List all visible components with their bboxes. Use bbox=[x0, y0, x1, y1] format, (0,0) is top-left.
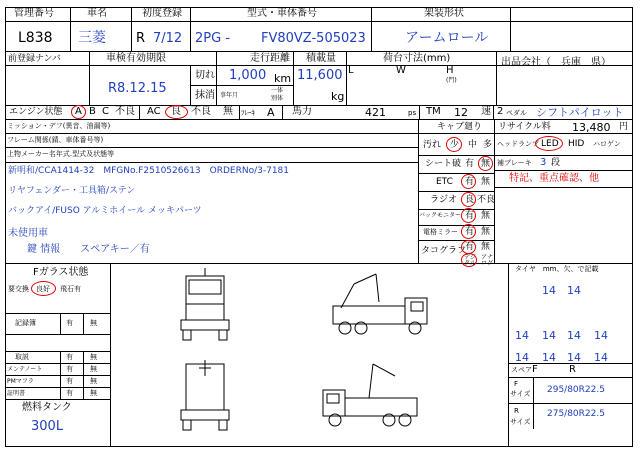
ac-good: 良 bbox=[171, 106, 181, 117]
aux-brake-value: 3 bbox=[540, 157, 547, 168]
radio-circle bbox=[461, 192, 476, 207]
unused-label: 未使用車 bbox=[8, 228, 48, 239]
cert-label: 証明書 bbox=[7, 390, 26, 397]
brake-value: A bbox=[267, 106, 275, 119]
headlamp-label: ヘッドランプ bbox=[497, 140, 539, 148]
seat-yes: 有 bbox=[465, 159, 475, 169]
cert-no: 無 bbox=[90, 389, 97, 397]
etc-no: 無 bbox=[481, 177, 491, 187]
pm-no: 無 bbox=[90, 377, 97, 385]
dirt-low: 少 bbox=[450, 140, 460, 150]
radio-bad: 不良 bbox=[477, 195, 496, 205]
ac-none: 無 bbox=[223, 106, 233, 117]
dirt-circle bbox=[446, 137, 462, 152]
cab-label: キャブ廻り bbox=[437, 122, 483, 132]
fuel-label: 燃料タンク bbox=[22, 402, 72, 413]
tire-rear-1: 14 bbox=[515, 351, 529, 364]
manual-yes: 有 bbox=[66, 353, 73, 361]
inspection-label: 車検有効期限 bbox=[106, 53, 166, 64]
reg-label: 初度登録 bbox=[142, 8, 182, 19]
tire-mid-2: 14 bbox=[542, 329, 556, 342]
engine-grade-circle bbox=[71, 105, 86, 119]
spare-label: スペア bbox=[511, 366, 532, 374]
load-label: 積載量 bbox=[306, 53, 336, 64]
glass-circle bbox=[31, 281, 56, 296]
tacho-circle bbox=[461, 240, 476, 254]
brake-label: ﾌﾚｰｷ bbox=[241, 109, 255, 117]
spare-r: R bbox=[569, 364, 576, 375]
truck-side-view-left bbox=[323, 364, 417, 426]
mileage-label: 走行距離 bbox=[250, 53, 290, 64]
maker-spec-label: 上物メーカー名年式.型式及状態等 bbox=[7, 150, 115, 158]
mgmt-value: L838 bbox=[18, 30, 53, 46]
tire-mid-3: 14 bbox=[567, 329, 581, 342]
dirt-label: 汚れ bbox=[423, 140, 442, 150]
load-value: 11,600 bbox=[297, 68, 343, 83]
reg-value: 7/12 bbox=[153, 31, 183, 46]
tire-front-l: 14 bbox=[542, 284, 556, 297]
maker-value: 三菱 bbox=[78, 30, 106, 46]
prev-plate-label: 前登録ナンバ bbox=[8, 54, 61, 64]
tire-rear-3: 14 bbox=[567, 351, 581, 364]
spec-line-2: リヤフェンダー・工具箱/ステン bbox=[8, 186, 136, 196]
fuel-value: 300L bbox=[31, 419, 64, 434]
dim-w: W bbox=[396, 65, 406, 76]
dirt-high: 多 bbox=[483, 140, 493, 150]
kiri-label: 切れ bbox=[195, 70, 215, 81]
truck-diagram bbox=[111, 264, 507, 446]
maintenance-no: 無 bbox=[90, 365, 97, 373]
pm-yes: 有 bbox=[66, 377, 73, 385]
etc-yes: 有 bbox=[465, 177, 475, 187]
maintenance-label: メンテノート bbox=[7, 366, 43, 373]
betsutai-label: 別体 bbox=[271, 95, 284, 102]
truck-rear-view bbox=[181, 360, 229, 430]
frame-label: フレーム関係(錆、車体番号等) bbox=[7, 136, 104, 144]
load-unit: kg bbox=[331, 90, 345, 103]
dim-h: H bbox=[446, 65, 454, 76]
tire-mid-4: 14 bbox=[594, 329, 608, 342]
headlamp-led: LED bbox=[541, 139, 559, 149]
tm-value: 12 bbox=[454, 106, 468, 119]
pedal-label: ペダル bbox=[506, 109, 527, 117]
engine-label: エンジン状態 bbox=[9, 107, 63, 117]
ac-label: AC bbox=[147, 106, 161, 117]
seat-label: シート破 bbox=[425, 159, 462, 169]
reg-era: R bbox=[136, 31, 146, 46]
tacho-label: タコグラフ bbox=[421, 246, 467, 256]
seat-no: 無 bbox=[481, 159, 491, 169]
aux-brake-label: 補ブレーキ bbox=[497, 159, 532, 167]
tm-label: TM bbox=[426, 106, 441, 117]
backmonitor-no: 無 bbox=[481, 211, 491, 221]
record-yes: 有 bbox=[66, 319, 73, 327]
mirror-label: 電格ミラー bbox=[423, 228, 458, 236]
divider bbox=[5, 51, 633, 52]
mgmt-label: 管理番号 bbox=[14, 8, 54, 19]
inspection-sheet bbox=[5, 7, 633, 447]
r-size-label: サイズ bbox=[510, 418, 531, 426]
glass-replace: 要交換 bbox=[8, 285, 29, 293]
model-value: FV80VZ-505023 bbox=[261, 31, 366, 46]
recycle-unit: 円 bbox=[619, 122, 629, 132]
etc-circle bbox=[461, 174, 476, 189]
backmonitor-label: バックモニター bbox=[419, 212, 462, 219]
hp-label: 馬力 bbox=[292, 106, 312, 117]
glass-chip: 飛石有 bbox=[60, 285, 81, 293]
glass-title: Fガラス状態 bbox=[33, 267, 89, 278]
spare-f: F bbox=[532, 364, 538, 375]
maker-label: 車名 bbox=[87, 8, 107, 19]
model-prefix: 2PG - bbox=[195, 31, 231, 46]
tm-unit: 速 bbox=[481, 106, 491, 117]
massho-note: 事年月 bbox=[220, 92, 239, 99]
tire-front-r: 14 bbox=[567, 284, 581, 297]
etc-label: ETC bbox=[436, 177, 453, 187]
record-no: 無 bbox=[90, 319, 97, 327]
spec-line-1: 新明和/CCA1414-32 MFGNo.F2510526613 ORDERNo/3-7181 bbox=[8, 166, 290, 176]
ittai-label: 一体 bbox=[271, 87, 284, 94]
hp-value: 421 bbox=[365, 106, 386, 119]
ac-bad: 不良 bbox=[191, 106, 211, 117]
model-label: 型式・車体番号 bbox=[247, 8, 317, 19]
body-value: アームロール bbox=[405, 30, 489, 46]
r-label: R bbox=[514, 407, 519, 415]
aux-brake-unit: 段 bbox=[551, 158, 561, 168]
headlamp-halogen: ハロゲン bbox=[593, 140, 621, 148]
engine-bad: 不良 bbox=[115, 106, 135, 117]
tacho-digital: デジ タル bbox=[464, 254, 477, 267]
recycle-label: リサイクル料 bbox=[498, 122, 551, 132]
f-label: F bbox=[514, 380, 519, 388]
truck-front-view bbox=[181, 268, 229, 340]
tire-mid-1: 14 bbox=[515, 329, 529, 342]
mission-label: ミッション・デフ(異音、油漏等) bbox=[7, 122, 111, 130]
shift-label: シフトパイロット bbox=[536, 106, 624, 119]
tire-header: タイヤ mm、欠、で記載 bbox=[515, 265, 599, 273]
f-size-label: サイズ bbox=[510, 390, 531, 398]
massho-label: 抹消 bbox=[195, 90, 215, 101]
mileage-value: 1,000 bbox=[229, 68, 267, 83]
mirror-yes: 有 bbox=[465, 227, 475, 237]
glass-good: 良好 bbox=[36, 285, 50, 293]
seat-circle bbox=[478, 156, 493, 171]
tacho-yes: 有 bbox=[465, 242, 475, 252]
pm-label: PMマフラ bbox=[7, 378, 34, 385]
headlamp-hid: HID bbox=[568, 139, 585, 149]
truck-side-view-right bbox=[333, 274, 427, 334]
mileage-unit: km bbox=[274, 72, 292, 85]
ac-circle bbox=[165, 105, 188, 119]
r-size-value: 275/80R22.5 bbox=[547, 409, 605, 419]
radio-label: ラジオ bbox=[430, 195, 458, 205]
mirror-no: 無 bbox=[481, 227, 491, 237]
inspection-value: R8.12.15 bbox=[108, 81, 167, 96]
pedal-value: 2 bbox=[497, 106, 504, 117]
dims-label: 荷台寸法(mm) bbox=[383, 53, 451, 64]
engine-grade-b: B bbox=[89, 106, 96, 117]
hp-unit: ps bbox=[408, 109, 417, 117]
backmonitor-circle bbox=[461, 208, 476, 223]
dim-l: L bbox=[348, 65, 354, 76]
cert-yes: 有 bbox=[66, 389, 73, 397]
record-label: 記録簿 bbox=[15, 319, 36, 327]
tacho-analog: アナ ログ bbox=[481, 254, 494, 267]
dim-h-note: (門) bbox=[446, 77, 457, 84]
divider bbox=[5, 21, 633, 22]
body-label: 架装形状 bbox=[424, 8, 464, 19]
manual-label: 取説 bbox=[15, 353, 29, 361]
spec-line-3: バックアイ/FUSO アルミホイール メッキパーツ bbox=[8, 206, 202, 216]
engine-grade-a: A bbox=[75, 106, 82, 117]
f-size-value: 295/80R22.5 bbox=[547, 385, 605, 395]
dirt-mid: 中 bbox=[468, 140, 478, 150]
radio-good: 良 bbox=[465, 195, 475, 205]
backmonitor-yes: 有 bbox=[465, 211, 475, 221]
tacho-no: 無 bbox=[481, 242, 491, 252]
headlamp-circle bbox=[535, 136, 563, 151]
maintenance-yes: 有 bbox=[66, 365, 73, 373]
engine-grade-c: C bbox=[102, 106, 109, 117]
special-note: 特記、重点確認、他 bbox=[509, 173, 599, 184]
recycle-value: 13,480 bbox=[572, 121, 611, 134]
tire-rear-2: 14 bbox=[542, 351, 556, 364]
tire-rear-4: 14 bbox=[594, 351, 608, 364]
company-label: 出品会社（ 兵庫 県） bbox=[501, 57, 611, 68]
mirror-circle bbox=[461, 224, 476, 239]
key-info: 鍵 情報 スペアキー／有 bbox=[27, 244, 150, 255]
manual-no: 無 bbox=[90, 353, 97, 361]
